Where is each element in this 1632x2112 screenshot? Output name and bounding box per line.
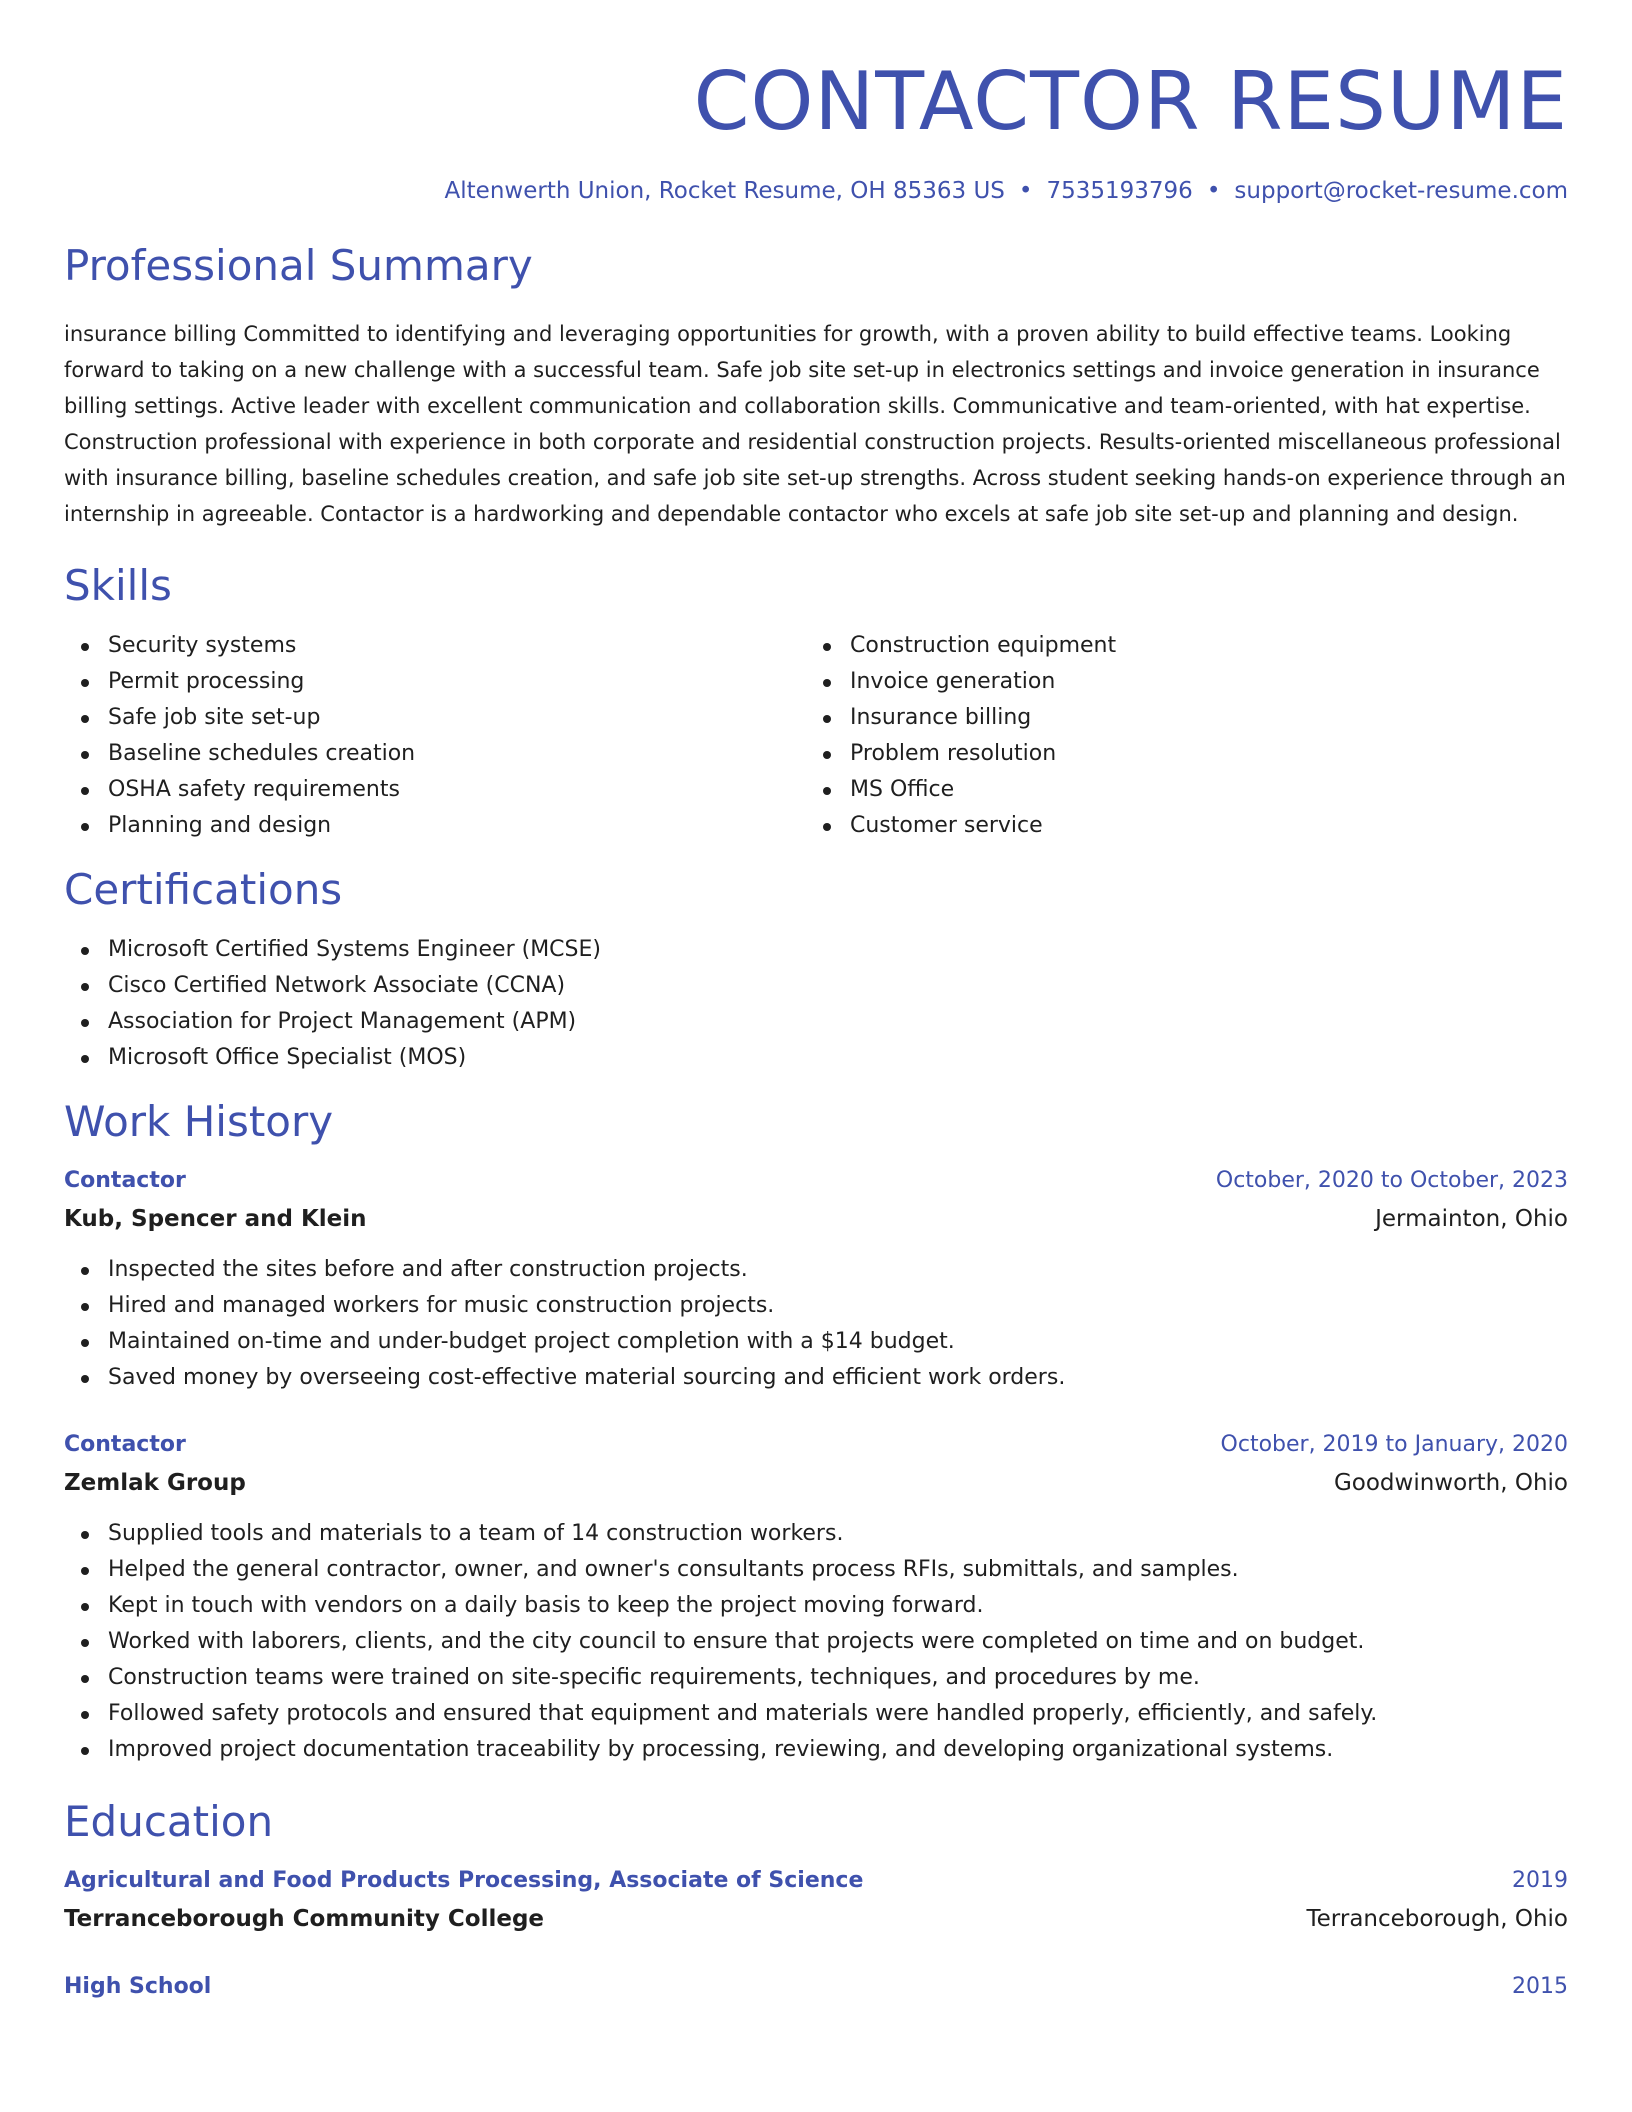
contact-email: support@rocket-resume.com xyxy=(1234,178,1568,204)
education-entry xyxy=(64,1862,1568,1938)
education-year: 2019 xyxy=(1512,1868,1568,1893)
certification-item: Association for Project Management (APM) xyxy=(64,1004,1568,1040)
education-year: 2015 xyxy=(1512,1974,1568,1999)
job-subheader xyxy=(64,1200,1568,1238)
education-header xyxy=(64,1862,1568,1900)
certification-item: Microsoft Certified Systems Engineer (MCSE) xyxy=(64,932,1568,968)
skill-item: MS Office xyxy=(806,772,1548,808)
contact-phone: 7535193796 xyxy=(1046,178,1193,204)
job-duties xyxy=(64,1252,1568,1396)
contact-line xyxy=(64,176,1568,206)
job-title: Contactor xyxy=(64,1432,186,1457)
skill-item: Planning and design xyxy=(64,808,806,844)
job-duty: Worked with laborers, clients, and the city council to ensure that projects were completed on time and on budget. xyxy=(64,1624,1568,1660)
education-subheader xyxy=(64,1900,1568,1938)
skill-item: Customer service xyxy=(806,808,1548,844)
job-header xyxy=(64,1426,1568,1464)
summary-text: insurance billing Committed to identifying and leveraging opportunities for growth, with a proven ability to build effective teams. Looking forward to taking on a new challenge with a successful team. Safe job site set-up in electronics settings and invoice generation in insurance billing settings. Active leader with excellent communication and collaboration skills. Communicative and team-oriented, with hat expertise. Construction professional with experience in both corporate and residential construction projects. Results-oriented miscellaneous professional with insurance billing, baseline schedules creation, and safe job site set-up strengths. Across student seeking hands-on experience through an internship in agreeable. Contactor is a hardworking and dependable contactor who excels at safe job site set-up and planning and design. xyxy=(64,322,1566,526)
job-entry xyxy=(64,1426,1568,1768)
job-duty: Maintained on-time and under-budget project completion with a $14 budget. xyxy=(64,1324,1568,1360)
contact-address: Altenwerth Union, Rocket Resume, OH 85363 US xyxy=(444,178,1005,204)
job-duty: Helped the general contractor, owner, and owner's consultants process RFIs, submittals, and samples. xyxy=(64,1552,1568,1588)
job-duty: Supplied tools and materials to a team of 14 construction workers. xyxy=(64,1516,1568,1552)
skill-item: Insurance billing xyxy=(806,700,1548,736)
education-header xyxy=(64,1968,1568,2006)
skills-heading: Skills xyxy=(64,561,172,610)
skill-item: Problem resolution xyxy=(806,736,1548,772)
education-heading: Education xyxy=(64,1797,274,1846)
certifications-list xyxy=(64,932,1568,1076)
contact-separator: • xyxy=(1206,178,1221,204)
job-company: Zemlak Group xyxy=(64,1470,246,1496)
certifications-heading: Certifications xyxy=(64,865,343,914)
skill-item: Invoice generation xyxy=(806,664,1548,700)
skills-column-left xyxy=(64,628,806,844)
job-duty: Improved project documentation traceability by processing, reviewing, and developing organizational systems. xyxy=(64,1732,1568,1768)
resume-name: CONTACTOR RESUME xyxy=(693,55,1568,148)
job-duty: Inspected the sites before and after construction projects. xyxy=(64,1252,1568,1288)
job-dates: October, 2020 to October, 2023 xyxy=(1215,1168,1568,1193)
certification-item: Microsoft Office Specialist (MOS) xyxy=(64,1040,1568,1076)
summary-heading: Professional Summary xyxy=(64,241,533,290)
job-title: Contactor xyxy=(64,1168,186,1193)
skill-item: Safe job site set-up xyxy=(64,700,806,736)
job-company: Kub, Spencer and Klein xyxy=(64,1206,367,1232)
education-degree: Agricultural and Food Products Processing, Associate of Science xyxy=(64,1868,864,1893)
job-duty: Kept in touch with vendors on a daily basis to keep the project moving forward. xyxy=(64,1588,1568,1624)
job-duties xyxy=(64,1516,1568,1768)
job-location: Goodwinworth, Ohio xyxy=(1333,1470,1568,1496)
job-subheader xyxy=(64,1464,1568,1502)
job-entry xyxy=(64,1162,1568,1396)
job-duty: Construction teams were trained on site-specific requirements, techniques, and procedures by me. xyxy=(64,1660,1568,1696)
job-duty: Saved money by overseeing cost-effective material sourcing and efficient work orders. xyxy=(64,1360,1568,1396)
job-header xyxy=(64,1162,1568,1200)
education-degree: High School xyxy=(64,1974,212,1999)
skill-item: Permit processing xyxy=(64,664,806,700)
contact-separator: • xyxy=(1018,178,1033,204)
skill-item: Construction equipment xyxy=(806,628,1548,664)
resume-page xyxy=(64,0,1568,2006)
skill-item: Baseline schedules creation xyxy=(64,736,806,772)
education-location: Terranceborough, Ohio xyxy=(1306,1906,1568,1932)
job-duty: Followed safety protocols and ensured that equipment and materials were handled properly, efficiently, and safely. xyxy=(64,1696,1568,1732)
skill-item: OSHA safety requirements xyxy=(64,772,806,808)
education-entry xyxy=(64,1968,1568,2006)
work-history-heading: Work History xyxy=(64,1097,334,1146)
job-location: Jermainton, Ohio xyxy=(1375,1206,1568,1232)
education-school: Terranceborough Community College xyxy=(64,1906,545,1932)
skill-item: Security systems xyxy=(64,628,806,664)
skills-column-right xyxy=(806,628,1548,844)
job-duty: Hired and managed workers for music construction projects. xyxy=(64,1288,1568,1324)
skills-list xyxy=(64,628,1568,844)
certification-item: Cisco Certified Network Associate (CCNA) xyxy=(64,968,1568,1004)
job-dates: October, 2019 to January, 2020 xyxy=(1220,1432,1568,1457)
